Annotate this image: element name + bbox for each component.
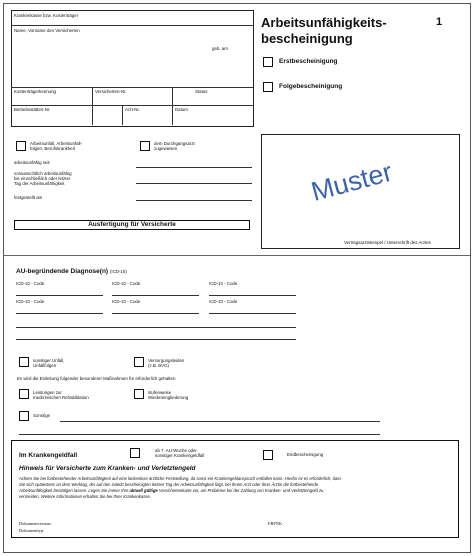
- hint-heading: Hinweis für Versicherte zum Kranken- und Verletztengeld: [19, 465, 196, 472]
- ab7-label: ab 7. AU-Woche oder sonstiger Krankengeldfall: [155, 448, 205, 458]
- copy-banner-text: Ausfertigung für Versicherte: [88, 221, 176, 228]
- endbescheinigung-label: Endbescheinigung: [287, 452, 324, 457]
- sonstiger-unfall-checkbox[interactable]: [19, 357, 29, 367]
- versicherten-nr-label: Versicherten-Nr.: [95, 89, 127, 94]
- hint-line-3: Arbeitsunfähigkeit bestätigen lassen. Legen Sie immer Ihre aktuell gültige Versichertenkarte vor, um Probleme bei der Zahlung von Kranken- und Verletztengeld zu: [19, 488, 324, 493]
- folgebescheinigung-label: Folgebescheinigung: [279, 83, 343, 90]
- icd-code-label-2: ICD-10 - Code: [112, 281, 141, 286]
- endbescheinigung-checkbox[interactable]: [263, 450, 273, 460]
- hint-line-2: Sie sich spätestens an dem Werktag, der auf den zuletzt bescheinigten letzten Tag der Arbeitsunfähigkeit folgt, bei Ihrem Arzt oder Ihrer Ärztin die fortbestehende: [19, 482, 319, 487]
- hint-text: [19, 476, 455, 500]
- arbeitsunfall-label: Arbeitsunfall, Arbeitsunfall- folgen, Berufskrankheit: [30, 141, 82, 151]
- diagnosis-heading: AU-begründende Diagnose(n) (ICD-10): [16, 268, 127, 275]
- folgebescheinigung-checkbox[interactable]: [263, 82, 273, 92]
- icd-code-label-1: ICD-10 - Code: [16, 281, 45, 286]
- ab7-checkbox[interactable]: [130, 448, 140, 458]
- wiedereingliederung-label: stufenweise Wiedereingliederung: [148, 390, 189, 400]
- datum-label: Datum: [175, 107, 188, 112]
- durchgangsarzt-checkbox[interactable]: [140, 141, 150, 151]
- massnahmen-text: Es wird die Einleitung folgender besonderer Maßnahmen für erforderlich gehalten: [17, 376, 176, 381]
- festgestellt-label: festgestellt am: [14, 195, 43, 200]
- title-line-2: bescheinigung: [261, 31, 353, 46]
- leistungen-label: Leistungen zur medizinischen Rehabilitation: [33, 390, 89, 400]
- wiedereingliederung-checkbox[interactable]: [134, 389, 144, 399]
- icd-code-label-3: ICD-10 - Code: [209, 281, 238, 286]
- copy-banner: [14, 220, 250, 230]
- versorgungsleiden-checkbox[interactable]: [134, 357, 144, 367]
- versorgungsleiden-label: Versorgungsleiden (z.B. BVG): [148, 358, 185, 368]
- diagnosis-heading-small: (ICD-10): [109, 269, 127, 274]
- form-title: [261, 15, 387, 47]
- title-line-1: Arbeitsunfähigkeits-: [261, 15, 387, 30]
- kostentraeger-label: Kostenträgerkennung: [14, 89, 56, 94]
- dob-label: geb. am: [212, 46, 228, 51]
- form-number: 1: [436, 16, 443, 28]
- footer-code: FRFNK: [268, 521, 283, 526]
- arbeitsunfall-checkbox[interactable]: [16, 141, 26, 151]
- krankengeld-heading: Im Krankengeldfall: [19, 452, 78, 459]
- sonstige-checkbox[interactable]: [19, 411, 29, 421]
- betriebsstaetten-label: Betriebsstätten-Nr.: [14, 107, 51, 112]
- name-label: Name, Vorname des Versicherten: [14, 28, 80, 33]
- arbeitsunfaehig-seit-label: arbeitsunfähig seit: [14, 160, 50, 165]
- sonstiger-unfall-label: sonstiger Unfall, Unfallfolgen: [33, 358, 65, 368]
- sonstige-label: Sonstige: [33, 413, 51, 418]
- status-label: Status: [195, 89, 208, 94]
- durchgangsarzt-label: dem Durchgangsarzt zugewiesen: [154, 141, 195, 151]
- icd-code-label-5: ICD-10 - Code: [112, 299, 141, 304]
- insurer-label: Krankenkasse bzw. Kostenträger: [14, 13, 79, 18]
- icd-code-label-4: ICD-10 - Code: [16, 299, 45, 304]
- leistungen-checkbox[interactable]: [19, 389, 29, 399]
- erstbescheinigung-label: Erstbescheinigung: [279, 58, 338, 65]
- stamp-caption: Vertragsarztstempel / Unterschrift des Arztes: [344, 240, 431, 245]
- icd-code-label-6: ICD-10 - Code: [209, 299, 238, 304]
- hint-line-1: Achten Sie bei fortbestehender Arbeitsunfähigkeit auf eine lückenlose ärztliche Feststellung, da sonst ein Krankengeldanspruch entfallen kann. Hierfür ist es erforderlich, dass: [19, 476, 342, 481]
- erstbescheinigung-checkbox[interactable]: [263, 57, 273, 67]
- footer-doctype: Dokumenttyp:: [19, 528, 45, 533]
- arzt-nr-label: Arzt-Nr.: [125, 107, 140, 112]
- hint-line-4: vermeiden. Weitere Informationen erhalten Sie bei Ihrer Krankenkasse.: [19, 494, 151, 499]
- voraussichtlich-label: voraussichtlich arbeitsunfähig bis einschließlich oder letzter Tag der Arbeitsunfähigkeit: [14, 171, 72, 186]
- muster-watermark: Muster: [308, 156, 396, 207]
- footer-docversion: Dokumentversion:: [19, 521, 52, 526]
